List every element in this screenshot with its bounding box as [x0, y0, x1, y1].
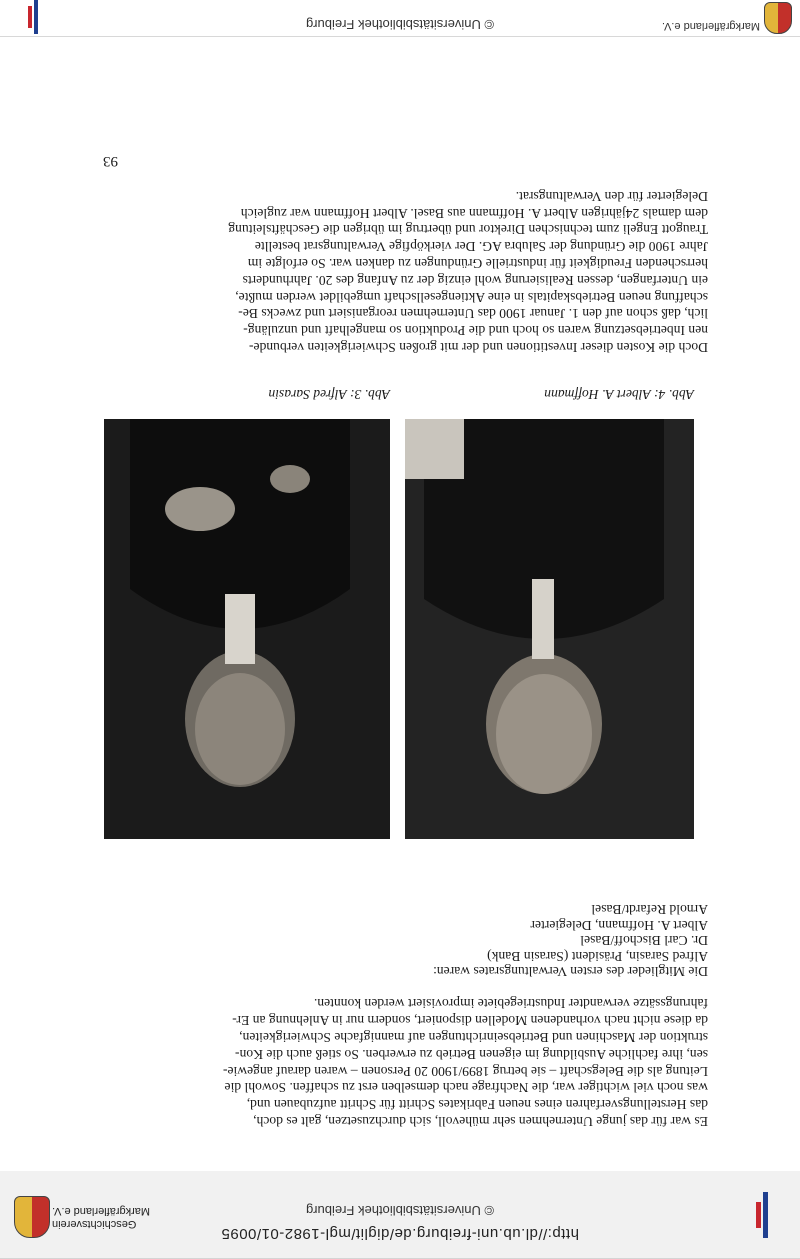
text-line: struktion der Maschinen und Betriebseinrichtungen auf mannigfache Schwierigkeiten,: [239, 1030, 708, 1046]
society-line: Markgräflerland e.V.: [52, 1205, 151, 1217]
text-line: nen Inbetriebsetzung waren so hoch und die Produktion so mangelhaft und unzuläng-: [243, 323, 708, 339]
ub-freiburg-mark-icon: [754, 1192, 770, 1238]
page-header: [0, 1171, 800, 1259]
coat-of-arms-icon: [14, 1196, 50, 1238]
text-line: das Herstellungsverfahren eines neuen Fabrikates Schritt für Schritt aufzubauen und,: [246, 1097, 708, 1113]
text-line: fahrungssätze verwandter Industriegebiete improvisiert werden konnten.: [313, 996, 708, 1012]
board-members-list: [208, 902, 708, 979]
document-url: http://dl.ub.uni-freiburg.de/diglit/mgl-1982-01/0095: [221, 1225, 579, 1242]
text-line: Traugott Engeli zum technischen Direktor und übertrug im übrigen die Geschäftsleitung: [228, 222, 708, 238]
page-number: 93: [103, 153, 118, 169]
copyright-notice: © Universitätsbibliothek Freiburg: [305, 1203, 495, 1218]
society-label: [52, 1204, 152, 1230]
list-heading: Die Mitglieder des ersten Verwaltungsrates waren:: [433, 964, 708, 979]
paragraph-intro: [102, 187, 708, 355]
society-line: Geschichtsverein: [52, 1218, 137, 1230]
paragraph-development: [102, 995, 708, 1129]
text-line: sen, ihre fachliche Ausbildung im eigenen Betrieb zu erwerben. So stieß auch die Kon-: [235, 1046, 708, 1062]
caption-sarasin: Abb. 3: Alfred Sarasin: [268, 387, 390, 402]
society-name: Markgräflerland e.V.: [661, 20, 760, 32]
text-line: Doch die Kosten dieser Investitionen und der mit großen Schwierigkeiten verbunde-: [248, 340, 708, 355]
caption-hoffmann: Abb. 4: Albert A. Hoffmann: [544, 387, 694, 402]
text-line: da diese nicht nach vorhandenen Modellen disponiert, sondern nur in Anlehnung an Er-: [232, 1013, 708, 1029]
portrait-sarasin-icon: [104, 419, 390, 839]
text-line: Jahre 1900 die Gründung der Salubra AG. Der vierköpfige Verwaltungsrat bestellte: [254, 239, 708, 255]
text-line: schaffung neuen Betriebskapitals in eine Aktiengesellschaft umgebildet werden mußte,: [235, 289, 708, 305]
text-line: ein Unterfangen, dessen Realisierung wohl einzig der zu Anfang des 20. Jahrhunderts: [242, 272, 708, 288]
text-line: dem damals 24jährigen Albert A. Hoffmann aus Basel. Albert Hoffmann war zugleich: [240, 205, 708, 221]
library-strip: [0, 0, 800, 37]
text-line: Es war für das junge Unternehmen sehr mühevoll, sich durchzusetzen, galt es doch,: [253, 1114, 708, 1129]
photo-alfred-sarasin: [104, 419, 390, 839]
text-line: Delegierter für den Verwaltungsrat.: [515, 188, 708, 204]
text-line: herrschenden Freudigkeit für industrielle Gründungen zu danken war. So erfolgte im: [247, 256, 708, 272]
library-copyright: © Universitätsbibliothek Freiburg: [305, 17, 495, 32]
list-item: Albert A. Hoffmann, Delegierter: [530, 917, 708, 933]
text-line: was noch viel wichtiger war, die Nachfrage nach demselben erst zu schaffen. Sowohl die: [224, 1080, 708, 1096]
text-line: Leitung als die Belegschaft – sie betrug 1899/1900 20 Personen – waren darauf angewie-: [222, 1063, 708, 1079]
portrait-hoffmann-icon: [405, 419, 694, 839]
ub-freiburg-mark-icon: [26, 0, 40, 34]
photo-albert-hoffmann: [405, 419, 694, 839]
list-item: Arnold Refardt/Basel: [591, 902, 708, 918]
list-item: Dr. Carl Bischoff/Basel: [580, 933, 708, 949]
list-item: Alfred Sarasin, Präsident (Sarasin Bank): [487, 948, 708, 964]
coat-of-arms-icon: [764, 2, 792, 34]
text-line: lich, daß schon auf den 1. Januar 1900 das Unternehmen reorganisiert und zwecks Be-: [238, 306, 708, 322]
